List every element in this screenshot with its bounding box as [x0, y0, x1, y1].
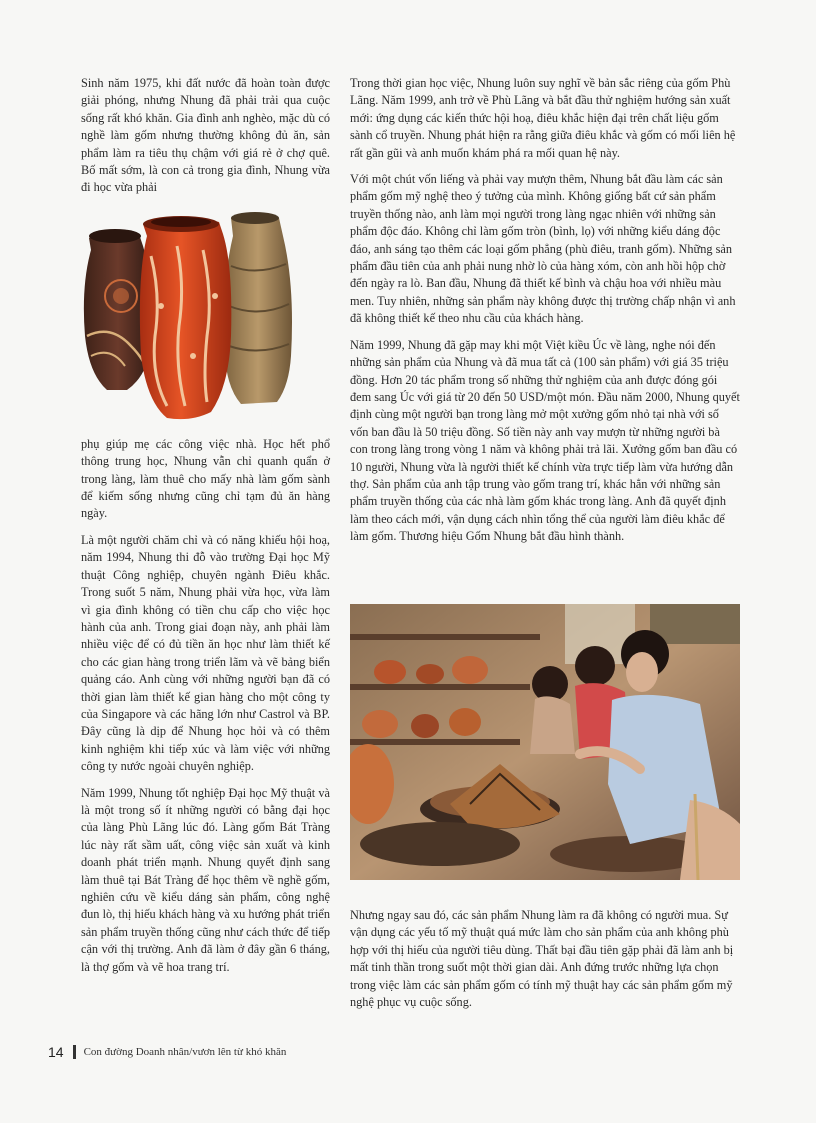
paragraph: Năm 1999, Nhung đã gặp may khi một Việt kiều Úc về làng, nghe nói đến những sản phẩm của Nhung và đã mua tất cả (100 sản phẩm) với giá 35 triệu đồng. Hơn 20 tác phẩm trong số những thử nghiệm của anh được đóng gói đem sang Úc với giá từ 20 đến 50 USD/một món. Đầu năm 2000, Nhung quyết định cùng một người bạn trong làng mở một xưởng gốm nhỏ tại nhà với số vốn ban đầu là 50 triệu đồng. Số tiền này anh vay mượn từ những người bà con trong làng trong vòng 1 năm và không phải trả lãi. Xưởng gốm ban đầu có 10 người, Nhung vừa là người thiết kế chính vừa trực tiếp làm vừa hướng dẫn thợ. Sản phẩm của anh tập trung vào gốm trang trí, khác hẳn với những sản phẩm truyền thống của các nhà làm gốm khác trong làng. Anh đã quyết định làm theo cách mới, vận dụng cách nhìn tổng thể của người làm điêu khắc để làm gốm. Thương hiệu Gốm Nhung bắt đầu hình thành.: [350, 337, 740, 544]
paragraph: Với một chút vốn liếng và phải vay mượn thêm, Nhung bắt đầu làm các sản phẩm gốm mỹ nghệ theo ý tưởng của mình. Không giống bất cứ sản phẩm truyền thống nào, anh làm mọi người trong làng ngạc nhiên với những sản phẩm độc đáo. Không chỉ làm gốm tròn (bình, lọ) với những kiểu dáng độc đáo, anh sáng tạo thêm các loại gốm phẳng (phù điêu, tranh gốm). Những sản phẩm đầu tiên của anh phải nung nhờ lò của hàng xóm, còn anh hồi hộp chờ đến ngày ra lò. Ban đầu, Nhung đã thiết kế bình và chậu hoa với nhiều màu men. Tuy nhiên, những sản phẩm này không được thị trường chấp nhận vì anh đã không thiết kế theo nhu cầu của khách hàng.: [350, 172, 736, 326]
pottery-workshop-photo: [350, 604, 740, 880]
paragraph: Sinh năm 1975, khi đất nước đã hoàn toàn được giải phóng, nhưng Nhung đã phải trải qua cuộc sống rất khó khăn. Gia đình anh nghèo, mặc dù có nghề làm gốm nhưng thường không đủ ăn, sản phẩm làm ra tiêu thụ chậm với giá rẻ ở chợ quê. Bố mất sớm, là con cả trong gia đình, Nhung vừa đi học vừa phải: [81, 76, 330, 195]
paragraph: Là một người chăm chỉ và có năng khiếu hội hoạ, năm 1994, Nhung thi đỗ vào trường Đại học Mỹ thuật Công nghiệp, chuyên ngành Điêu khắc. Trong suốt 5 năm, Nhung phải vừa học, vừa làm vì gia đình không có tiền chu cấp cho việc học hành của anh. Trong giai đoạn này, anh phải làm nhiều việc để có đủ tiền ăn học như làm thiết kế cho các gian hàng trong triển lãm và vẽ bảng biển quảng cáo. Anh cùng với những người bạn đã có thời gian làm thiết kế gian hàng cho một công ty của Singapore và các hãng lớn như Castrol và BP. Đây cũng là dịp để Nhung học hỏi và có thêm kinh nghiệm khi tiếp xúc và làm việc với những công ty nước ngoài chuyên nghiệp.: [81, 532, 330, 774]
paragraph: Trong thời gian học việc, Nhung luôn suy nghĩ về bản sắc riêng của gốm Phù Lãng. Năm 1999, anh trở về Phù Lãng và bắt đầu thử nghiệm hướng sản xuất mới: ứng dụng các kiến thức hội hoạ, điêu khắc hiện đại trên chất liệu gốm sành cổ truyền. Nhung phát hiện ra rằng giữa điêu khắc và gốm có mối liên hệ rất gần gũi và anh muốn khám phá ra mối quan hệ này.: [350, 76, 736, 160]
page-number: 14: [48, 1044, 64, 1060]
paragraph: Năm 1999, Nhung tốt nghiệp Đại học Mỹ thuật và là một trong số ít những người có bằng đại học của làng Phù Lãng lúc đó. Làng gốm Bát Tràng lúc này rất sầm uất, công việc sản xuất và kinh doanh phát triển mạnh. Nhung quyết định sang làm thuê tại Bát Tràng để học thêm về nghề gốm, nghiên cứu về kiểu dáng sản phẩm, công nghệ đun lò, thị hiếu khách hàng và xu hướng phát triển sản phẩm truyền thống cũng như cách thức để tiếp cận với thị trường. Anh đã làm ở đây gần 6 tháng, là thợ gốm và vẽ hoa trang trí.: [81, 785, 330, 974]
left-column: [81, 75, 330, 985]
paragraph: phụ giúp mẹ các công việc nhà. Học hết phổ thông trung học, Nhung vẫn chỉ quanh quẩn ở trong làng, làm thuê cho mấy nhà làm gốm sành để kiếm sống nhưng cũng chỉ tạm đủ ăn hàng ngày.: [81, 436, 330, 521]
paragraph: Nhưng ngay sau đó, các sản phẩm Nhung làm ra đã không có người mua. Sự vận dụng các yếu tố mỹ thuật quá mức làm cho sản phẩm của anh không phù hợp với thị hiếu của người tiêu dùng. Thất bại đầu tiên gặp phải đã làm anh bị mất tinh thần trong suốt một thời gian dài. Anh đứng trước những lựa chọn trong việc làm các sản phẩm gốm có tính mỹ thuật hay các sản phẩm gốm mỹ nghệ phục vụ cuộc sống.: [350, 908, 734, 1010]
running-title: Con đường Doanh nhân/vươn lên từ khó khăn: [83, 1046, 287, 1058]
bottom-right-text: [350, 907, 740, 1011]
footer-divider: [73, 1045, 76, 1059]
right-column: [350, 75, 740, 555]
pottery-vases-image: [81, 206, 311, 428]
page-footer: [48, 1044, 286, 1060]
